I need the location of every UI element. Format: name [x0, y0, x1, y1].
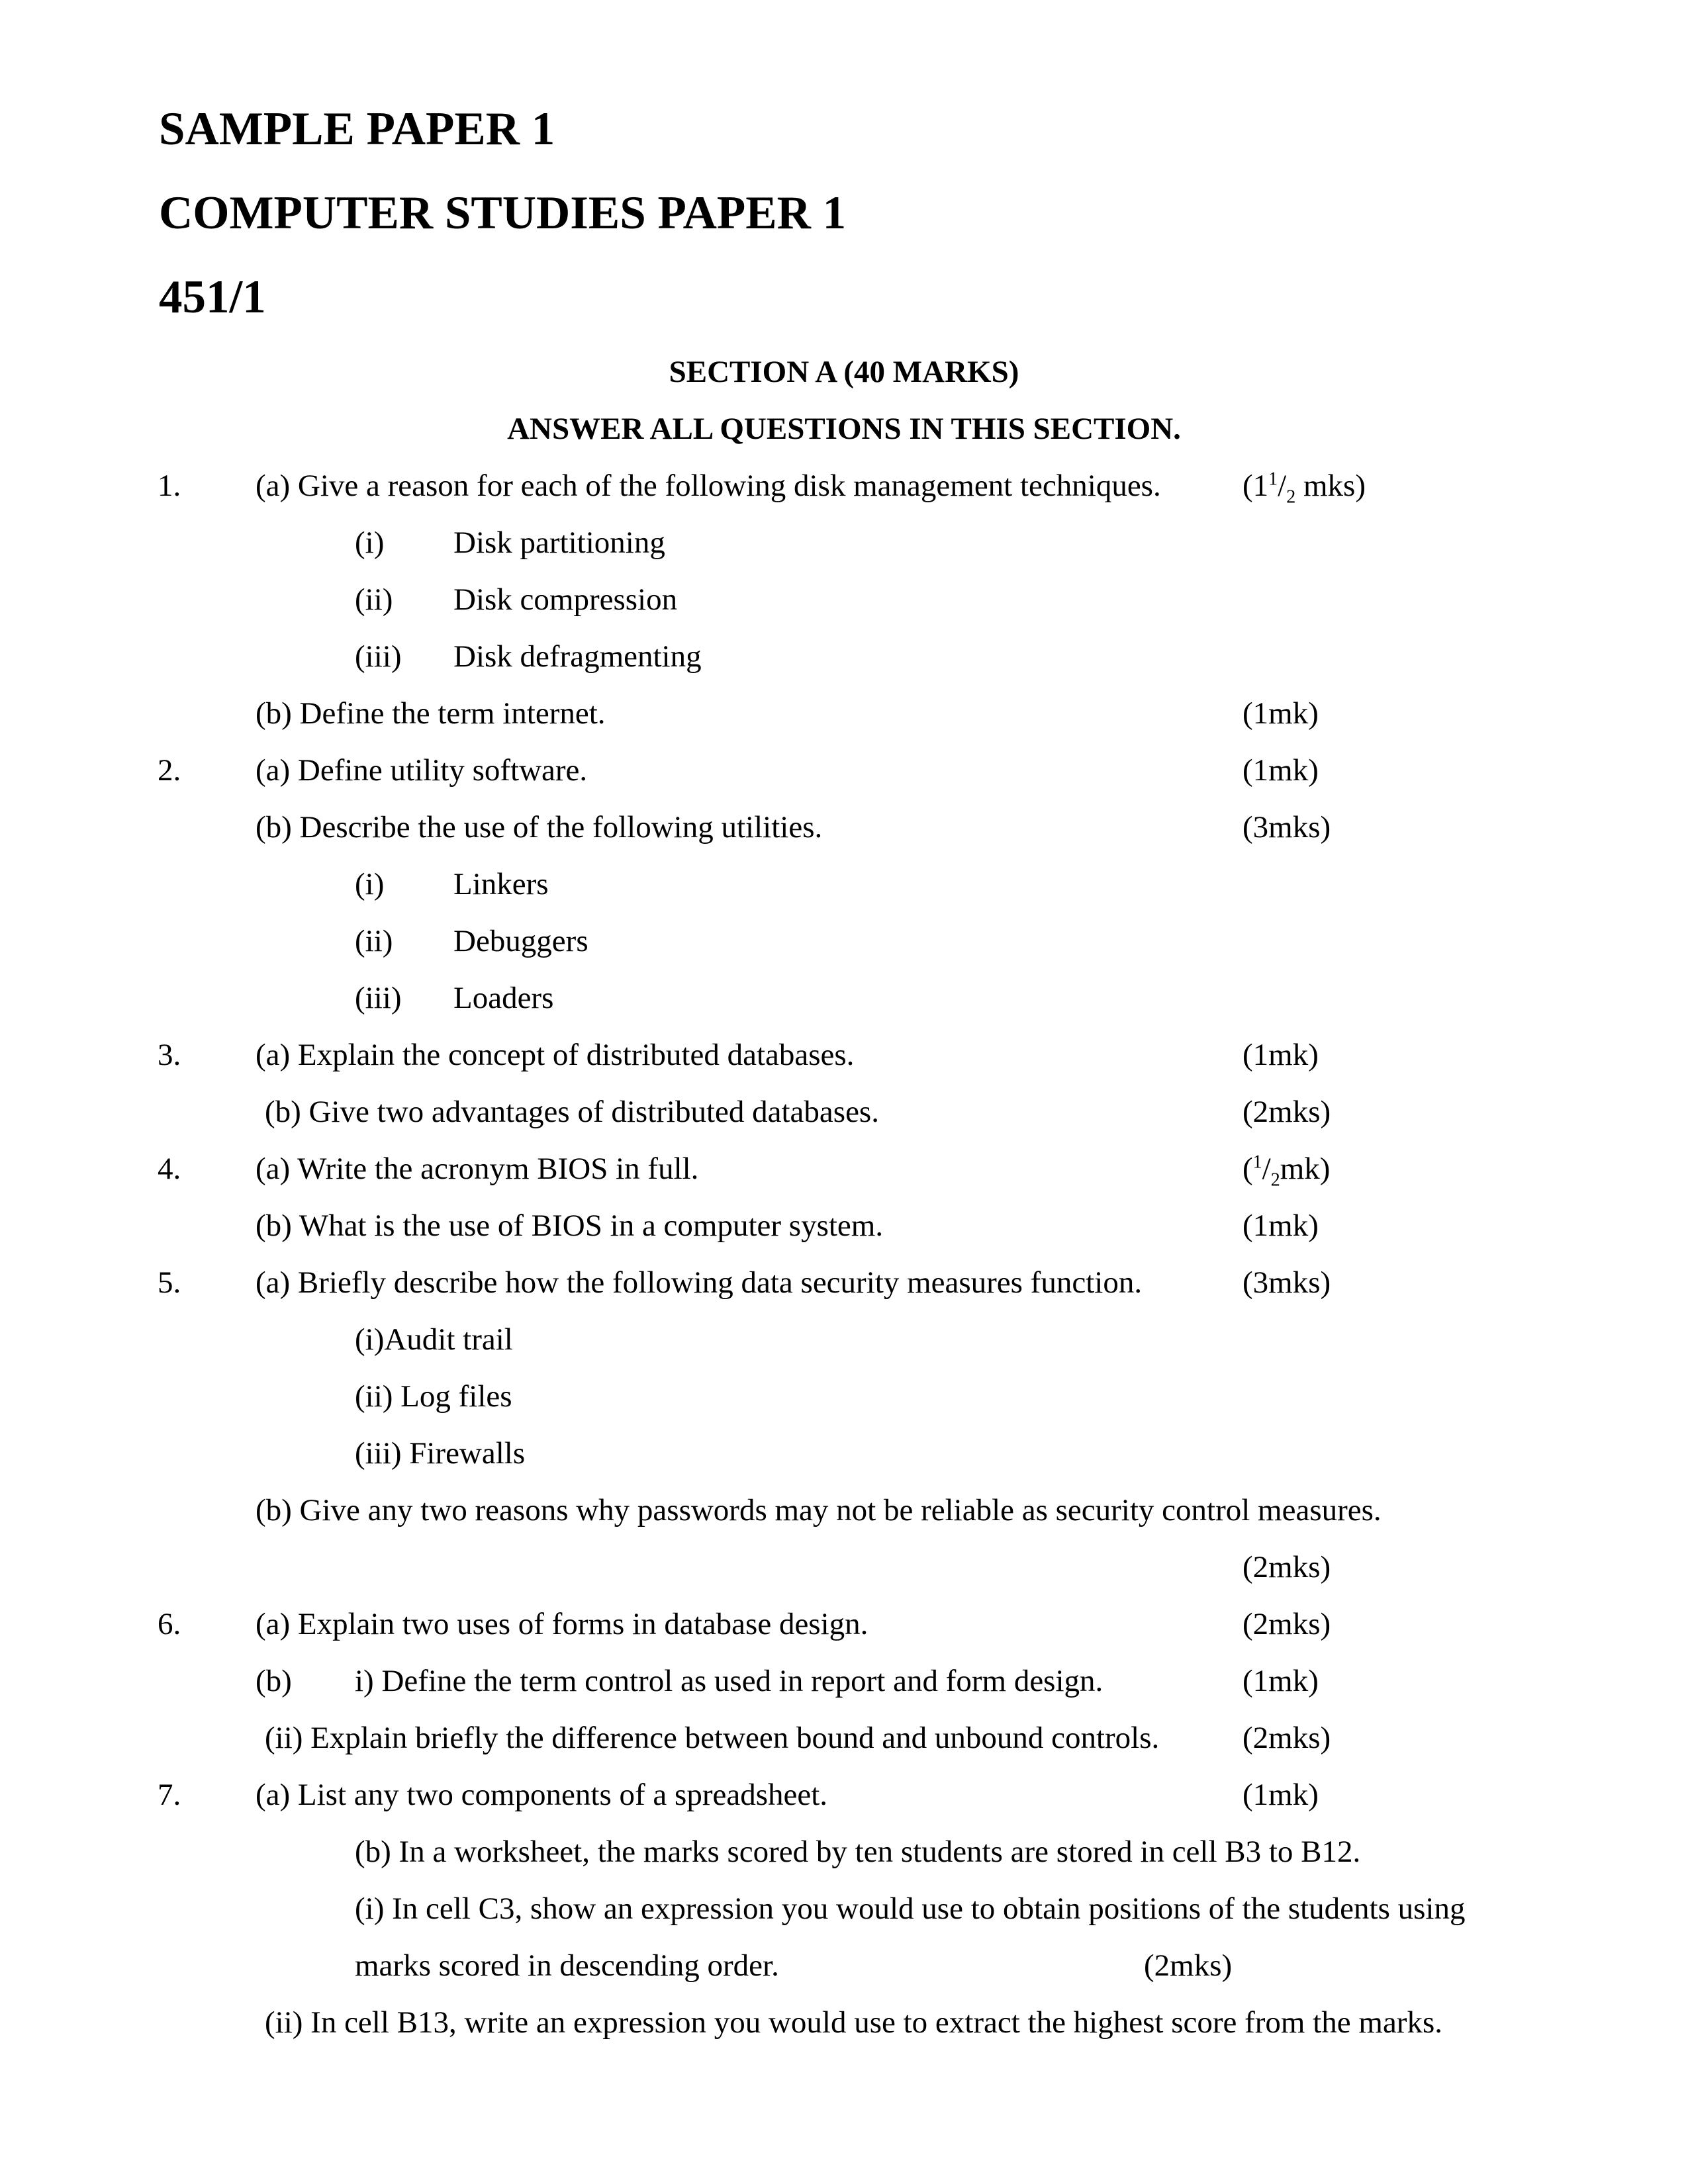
question-number: 4. — [158, 1152, 181, 1186]
question-number: 3. — [158, 1038, 181, 1072]
sub-item: (i)Audit trail — [355, 1322, 513, 1357]
sub-item-text: Disk defragmenting — [453, 639, 702, 674]
marks-allocation: (1mk) — [1243, 753, 1319, 788]
sub-item: (iii) Firewalls — [355, 1436, 526, 1471]
question-part-b: (b) In a worksheet, the marks scored by ten students are stored in cell B3 to B12. — [355, 1835, 1361, 1869]
sub-item-text: Disk compression — [453, 582, 678, 617]
section-instruction: ANSWER ALL QUESTIONS IN THIS SECTION. — [507, 412, 1181, 446]
marks-allocation: (2mks) — [1144, 1948, 1233, 1983]
sub-item-label: (iii) — [355, 981, 402, 1015]
sub-item-label: (iii) — [355, 639, 402, 674]
marks-allocation: (2mks) — [1243, 1721, 1331, 1755]
marks-allocation: (1mk) — [1243, 696, 1319, 731]
marks-allocation: (1mk) — [1243, 1208, 1319, 1243]
question-part-b: (b) Describe the use of the following utilities. — [256, 810, 823, 844]
question-part-a: (a) Explain two uses of forms in database design. — [256, 1607, 868, 1641]
marks-allocation: ($1^1/_2$ mks) — [1243, 469, 1366, 508]
question-part-b-label: (b) — [256, 1664, 292, 1698]
marks-allocation: (3mks) — [1243, 810, 1331, 844]
question-part-a: (a) Give a reason for each of the following disk management techniques. — [256, 469, 1161, 503]
marks-allocation: (2mks) — [1243, 1095, 1331, 1129]
paper-code: 451/1 — [159, 271, 266, 323]
sub-item: (ii) Log files — [355, 1379, 512, 1414]
question-number: 2. — [158, 753, 181, 788]
question-part-b-i-continued: marks scored in descending order. — [355, 1948, 779, 1983]
marks-allocation: (1mk) — [1243, 1778, 1319, 1812]
question-part-b: (b) Give any two reasons why passwords may not be reliable as security control measures. — [256, 1493, 1382, 1527]
question-number: 6. — [158, 1607, 181, 1641]
section-heading: SECTION A (40 MARKS) — [669, 355, 1019, 389]
paper-title: SAMPLE PAPER 1 — [159, 103, 555, 155]
marks-allocation: (1mk) — [1243, 1664, 1319, 1698]
subject-title: COMPUTER STUDIES PAPER 1 — [159, 187, 847, 239]
question-number: 5. — [158, 1265, 181, 1300]
question-number: 7. — [158, 1778, 181, 1812]
sub-item-label: (i) — [355, 525, 385, 560]
question-part-a: (a) List any two components of a spreadsheet. — [256, 1778, 828, 1812]
question-part-b-ii: (ii) In cell B13, write an expression you would use to extract the highest score from the marks. — [265, 2005, 1443, 2040]
marks-allocation: (2mks) — [1243, 1607, 1331, 1641]
marks-allocation: (1mk) — [1243, 1038, 1319, 1072]
marks-allocation: (2mks) — [1243, 1550, 1331, 1584]
marks-allocation: (3mks) — [1243, 1265, 1331, 1300]
sub-item-text: Loaders — [453, 981, 554, 1015]
question-part-b: (b) What is the use of BIOS in a computer system. — [256, 1208, 884, 1243]
question-part-b: (b) Define the term internet. — [256, 696, 606, 731]
sub-item-text: Debuggers — [453, 924, 588, 958]
sub-item-label: (ii) — [355, 582, 393, 617]
question-part-a: (a) Define utility software. — [256, 753, 588, 788]
marks-allocation: $(^1/_2mk)$ — [1243, 1152, 1331, 1191]
sub-item-label: (ii) — [355, 924, 393, 958]
question-part-b-i: i) Define the term control as used in report and form design. — [355, 1664, 1103, 1698]
question-number: 1. — [158, 469, 181, 503]
question-part-a: (a) Briefly describe how the following data security measures function. — [256, 1265, 1143, 1300]
sub-item-label: (i) — [355, 867, 385, 901]
question-part-a: (a) Explain the concept of distributed databases. — [256, 1038, 855, 1072]
question-part-b: (b) Give two advantages of distributed databases. — [265, 1095, 879, 1129]
sub-item-text: Linkers — [453, 867, 549, 901]
sub-item-text: Disk partitioning — [453, 525, 665, 560]
question-part-b-i: (i) In cell C3, show an expression you would use to obtain positions of the students using — [355, 1891, 1466, 1926]
question-part-b-ii: (ii) Explain briefly the difference between bound and unbound controls. — [265, 1721, 1160, 1755]
question-part-a: (a) Write the acronym BIOS in full. — [256, 1152, 699, 1186]
